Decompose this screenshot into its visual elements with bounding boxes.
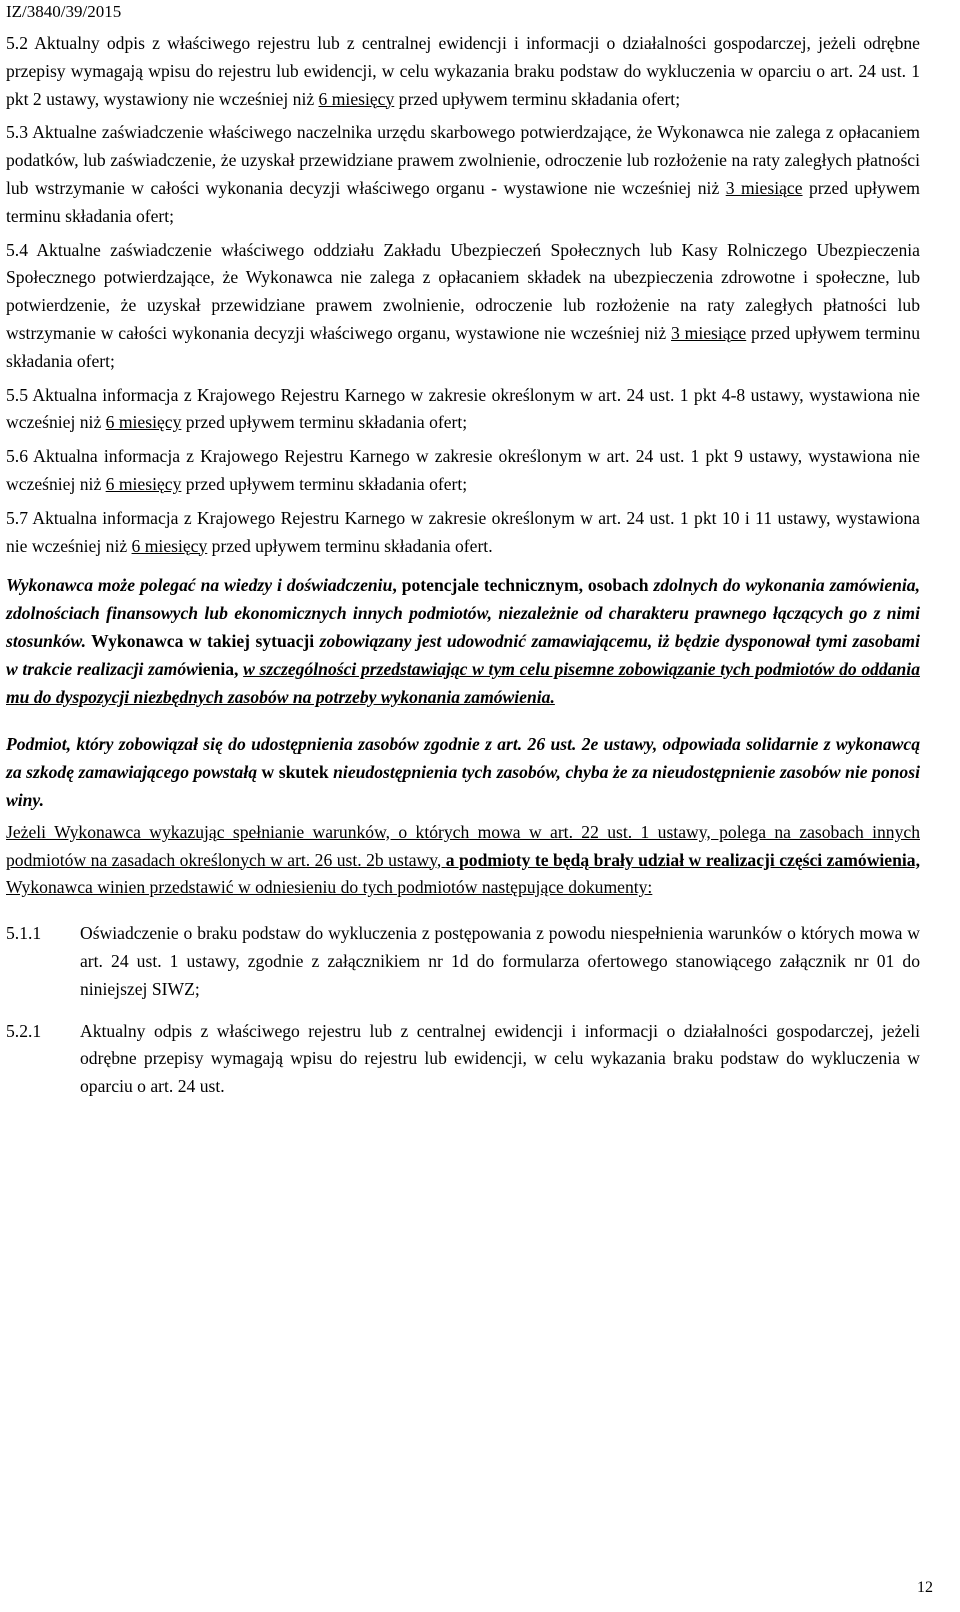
item-text-end: przed upływem terminu składania ofert.: [207, 535, 493, 556]
item-text: Aktualna informacja z Krajowego Rejestru Karnego w zakresie określonym w art. 24 ust. 1 pkt 4-8 ustawy, wystawiona nie wcześniej niż: [6, 384, 920, 433]
item-deadline: 6 miesięcy: [131, 535, 208, 556]
document-content: [6, 30, 920, 1111]
document-reference: IZ/3840/39/2015: [6, 2, 122, 21]
paragraph-resources: Wykonawca może polegać na wiedzy i doświadczeniu, potencjale technicznym, osobach zdolnych do wykonania zamówienia, zdolnościach finansowych lub ekonomicznych innych podmiotów, niezależnie od charakteru prawnego łączących go z nimi stosunków. Wykonawca w takiej sytuacji zobowiązany jest udowodnić zamawiającemu, iż będzie dysponował tymi zasobami w trakcie realizacji zamówienia, w szczególności przedstawiając w tym celu pisemne zobowiązanie tych podmiotów do oddania mu do dyspozycji niezbędnych zasobów na potrzeby wykonania zamówienia.: [6, 575, 921, 707]
paragraph-subcontractors: Jeżeli Wykonawca wykazując spełnianie warunków, o których mowa w art. 22 ust. 1 ustawy, polega na zasobach innych podmiotów na zasadach określonych w art. 26 ust. 2b ustawy, a podmioty te będą brały udział w realizacji części zamówienia, Wykonawca winien przedstawić w odniesieniu do tych podmiotów następujące dokumenty:: [6, 821, 920, 898]
item-text-end: przed upływem terminu składania ofert;: [6, 177, 920, 226]
item-deadline: 3 miesiące: [671, 322, 747, 343]
item-deadline: 6 miesięcy: [105, 473, 182, 494]
item-text-end: przed upływem terminu składania ofert;: [181, 412, 468, 433]
item-number: 5.4: [6, 239, 28, 260]
item-text-end: przed upływem terminu składania ofert;: [181, 473, 468, 494]
item-number: 5.5: [6, 384, 28, 405]
item-deadline: 6 miesięcy: [318, 88, 395, 109]
item-number: 5.7: [6, 507, 28, 528]
ref-number: 5.2.1: [6, 1020, 42, 1041]
item-5-2: [6, 30, 920, 113]
item-5-7: [6, 505, 920, 561]
page-number: 12: [917, 1579, 933, 1596]
item-number: 5.2: [6, 33, 28, 53]
item-text: Aktualna informacja z Krajowego Rejestru Karnego w zakresie określonym w art. 24 ust. 1 pkt 9 ustawy, wystawiona nie wcześniej niż: [6, 446, 920, 494]
item-number: 5.3: [6, 122, 28, 143]
ref-item-5-2-1: [6, 1018, 920, 1101]
item-5-3: [6, 119, 920, 230]
item-number: 5.6: [6, 446, 28, 467]
ref-number: 5.1.1: [6, 923, 42, 944]
item-deadline: 3 miesiące: [725, 177, 803, 198]
item-5-5: [6, 382, 920, 438]
ref-text: Oświadczenie o braku podstaw do wykluczenia z postępowania z powodu niespełnienia warunków o których mowa w art. 24 ust. 1 ustawy, zgodnie z załącznikiem nr 1d do formularza ofertowego stanowiącego załącznik nr 01 do niniejszej SIWZ;: [80, 923, 920, 999]
item-text: Aktualna informacja z Krajowego Rejestru Karnego w zakresie określonym w art. 24 ust. 1 pkt 10 i 11 ustawy, wystawiona nie wcześniej niż: [6, 507, 920, 556]
item-text-end: przed upływem terminu składania ofert;: [6, 322, 920, 371]
item-deadline: 6 miesięcy: [105, 412, 182, 433]
paragraph-joint-liability: Podmiot, który zobowiązał się do udostępnienia zasobów zgodnie z art. 26 ust. 2e ustawy, odpowiada solidarnie z wykonawcą za szkodę zamawiającego powstałą w skutek nieudostępnienia tych zasobów, chyba że za nieudostępnienie zasobów nie ponosi winy.: [6, 734, 920, 810]
item-text-end: przed upływem terminu składania ofert;: [394, 88, 681, 109]
ref-text: Aktualny odpis z właściwego rejestru lub z centralnej ewidencji i informacji o działalności gospodarczej, jeżeli odrębne przepisy wymagają wpisu do rejestru lub ewidencji, w celu wykazania braku podstaw do wykluczenia w oparciu o art. 24 ust.: [80, 1020, 920, 1097]
ref-item-5-1-1: [6, 920, 920, 1003]
item-5-4: [6, 237, 920, 376]
item-text: Aktualne zaświadczenie właściwego oddziału Zakładu Ubezpieczeń Społecznych lub Kasy Rolniczego Ubezpieczenia Społecznego potwierdzające, że Wykonawca nie zalega z opłacaniem składek na ubezpieczenia zdrowotne i społeczne, lub potwierdzenie, że uzyskał przewidziane prawem zwolnienie, odroczenie lub rozłożenie na raty zaległych płatności lub wstrzymanie w całości wykonania decyzji właściwego organu, wystawione nie wcześniej niż: [6, 239, 920, 343]
item-text: Aktualne zaświadczenie właściwego naczelnika urzędu skarbowego potwierdzające, że Wykonawca nie zalega z opłacaniem podatków, lub zaświadczenie, że uzyskał przewidziane prawem zwolnienie, odroczenie lub rozłożenie na raty zaległych płatności lub wstrzymanie w całości wykonania decyzji właściwego organu - wystawione nie wcześniej niż: [6, 122, 920, 198]
item-text: Aktualny odpis z właściwego rejestru lub z centralnej ewidencji i informacji o działalności gospodarczej, jeżeli odrębne przepisy wymagają wpisu do rejestru lub ewidencji, w celu wykazania braku podstaw do wykluczenia w oparciu o art. 24 ust. 1 pkt 2 ustawy, wystawiony nie wcześniej niż: [6, 33, 920, 109]
item-5-6: [6, 443, 920, 499]
